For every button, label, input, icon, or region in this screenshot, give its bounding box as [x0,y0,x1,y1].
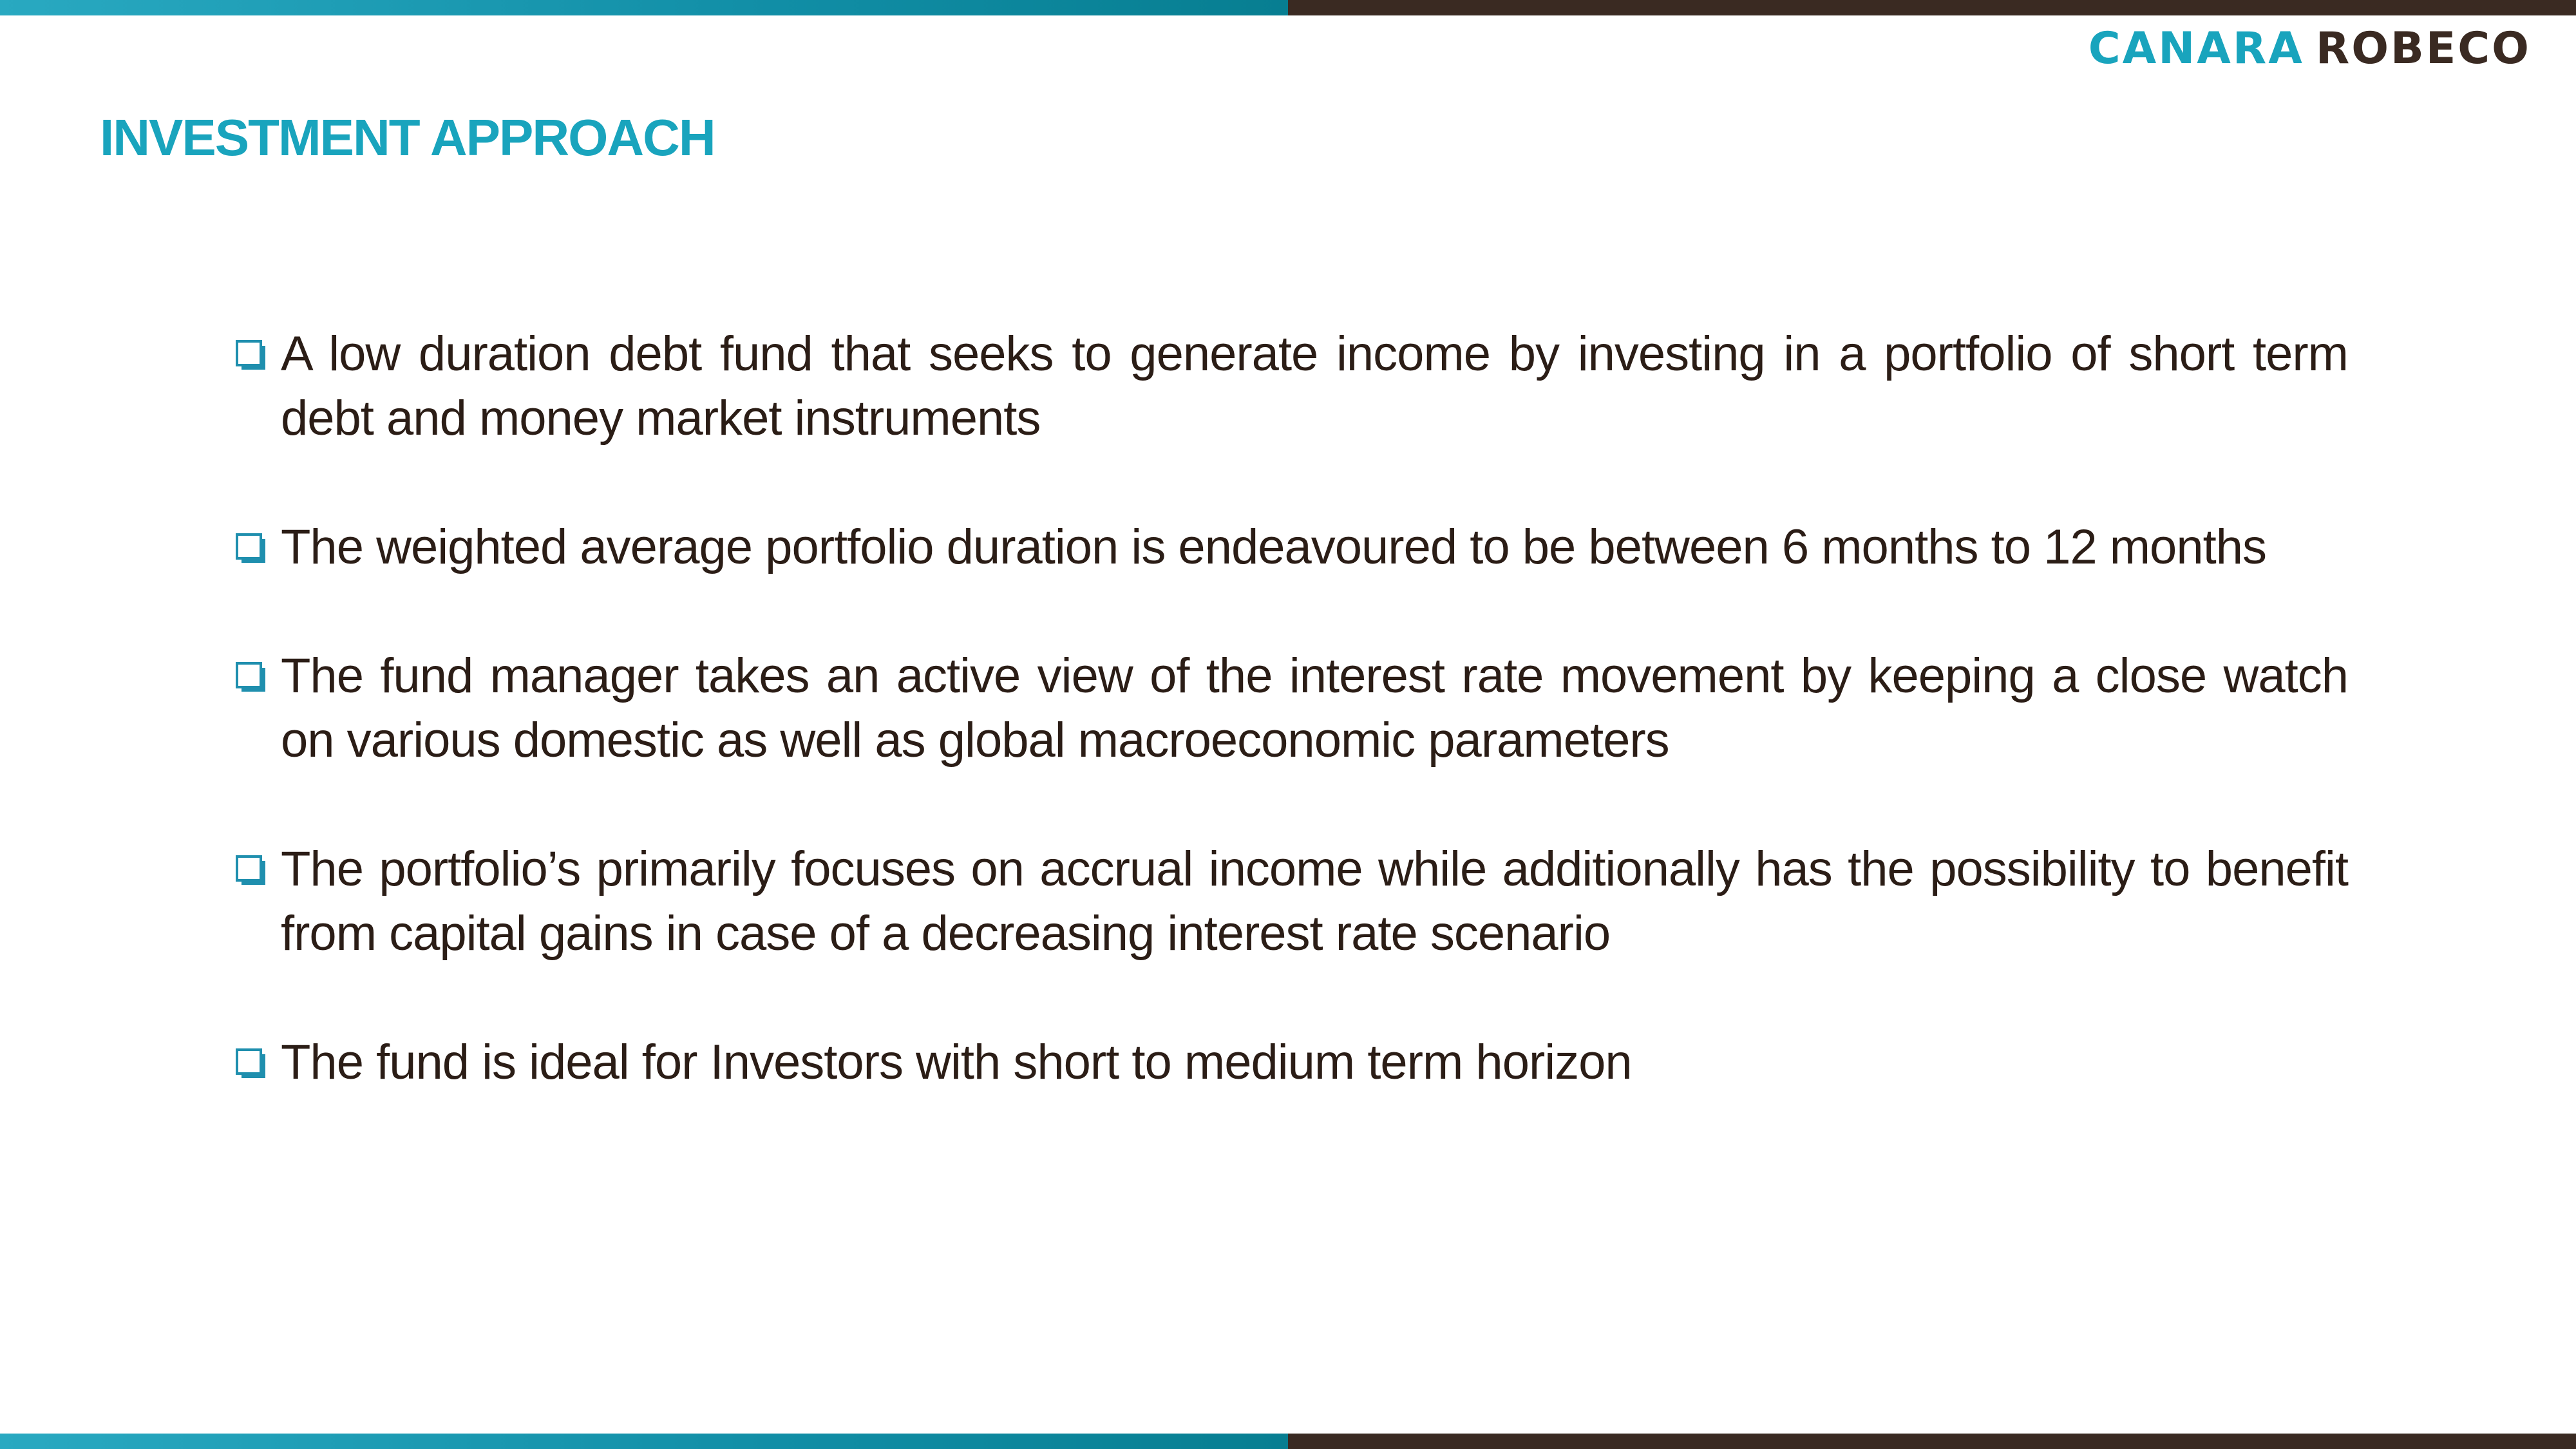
checkbox-square-icon [236,662,267,693]
checkbox-square-icon [236,1048,267,1079]
bullet-item [236,1030,2348,1095]
checkbox-square-icon [236,533,267,564]
bullet-text: The fund manager takes an active view of the interest rate movement by keeping a close watch on various domestic as well as global macroeconomic parameters [281,649,2348,768]
bullet-list [236,322,2348,1159]
top-accent-bar [0,0,2576,15]
logo-word-robeco: ROBECO [2315,23,2531,74]
bullet-item [236,837,2348,966]
bottom-accent-bar [0,1434,2576,1449]
top-accent-bar-brown [1288,0,2576,15]
bullet-text: The fund is ideal for Investors with short to medium term horizon [281,1035,1632,1090]
slide-title: INVESTMENT APPROACH [100,109,715,166]
checkbox-square-icon [236,340,267,371]
top-accent-bar-teal [0,0,1288,15]
bullet-text: The portfolio’s primarily focuses on accrual income while additionally has the possibility to benefit from capital gains in case of a decreasing interest rate scenario [281,842,2348,961]
bullet-text: A low duration debt fund that seeks to generate income by investing in a portfolio of short term debt and money market instruments [281,327,2348,446]
bullet-item [236,515,2348,580]
bullet-text: The weighted average portfolio duration is endeavoured to be between 6 months to 12 months [281,520,2266,574]
logo-word-canara: CANARA [2088,23,2304,74]
bottom-accent-bar-teal [0,1434,1288,1449]
bullet-item [236,644,2348,773]
canara-robeco-logo [2088,23,2531,74]
checkbox-square-icon [236,855,267,886]
bottom-accent-bar-brown [1288,1434,2576,1449]
bullet-item [236,322,2348,451]
